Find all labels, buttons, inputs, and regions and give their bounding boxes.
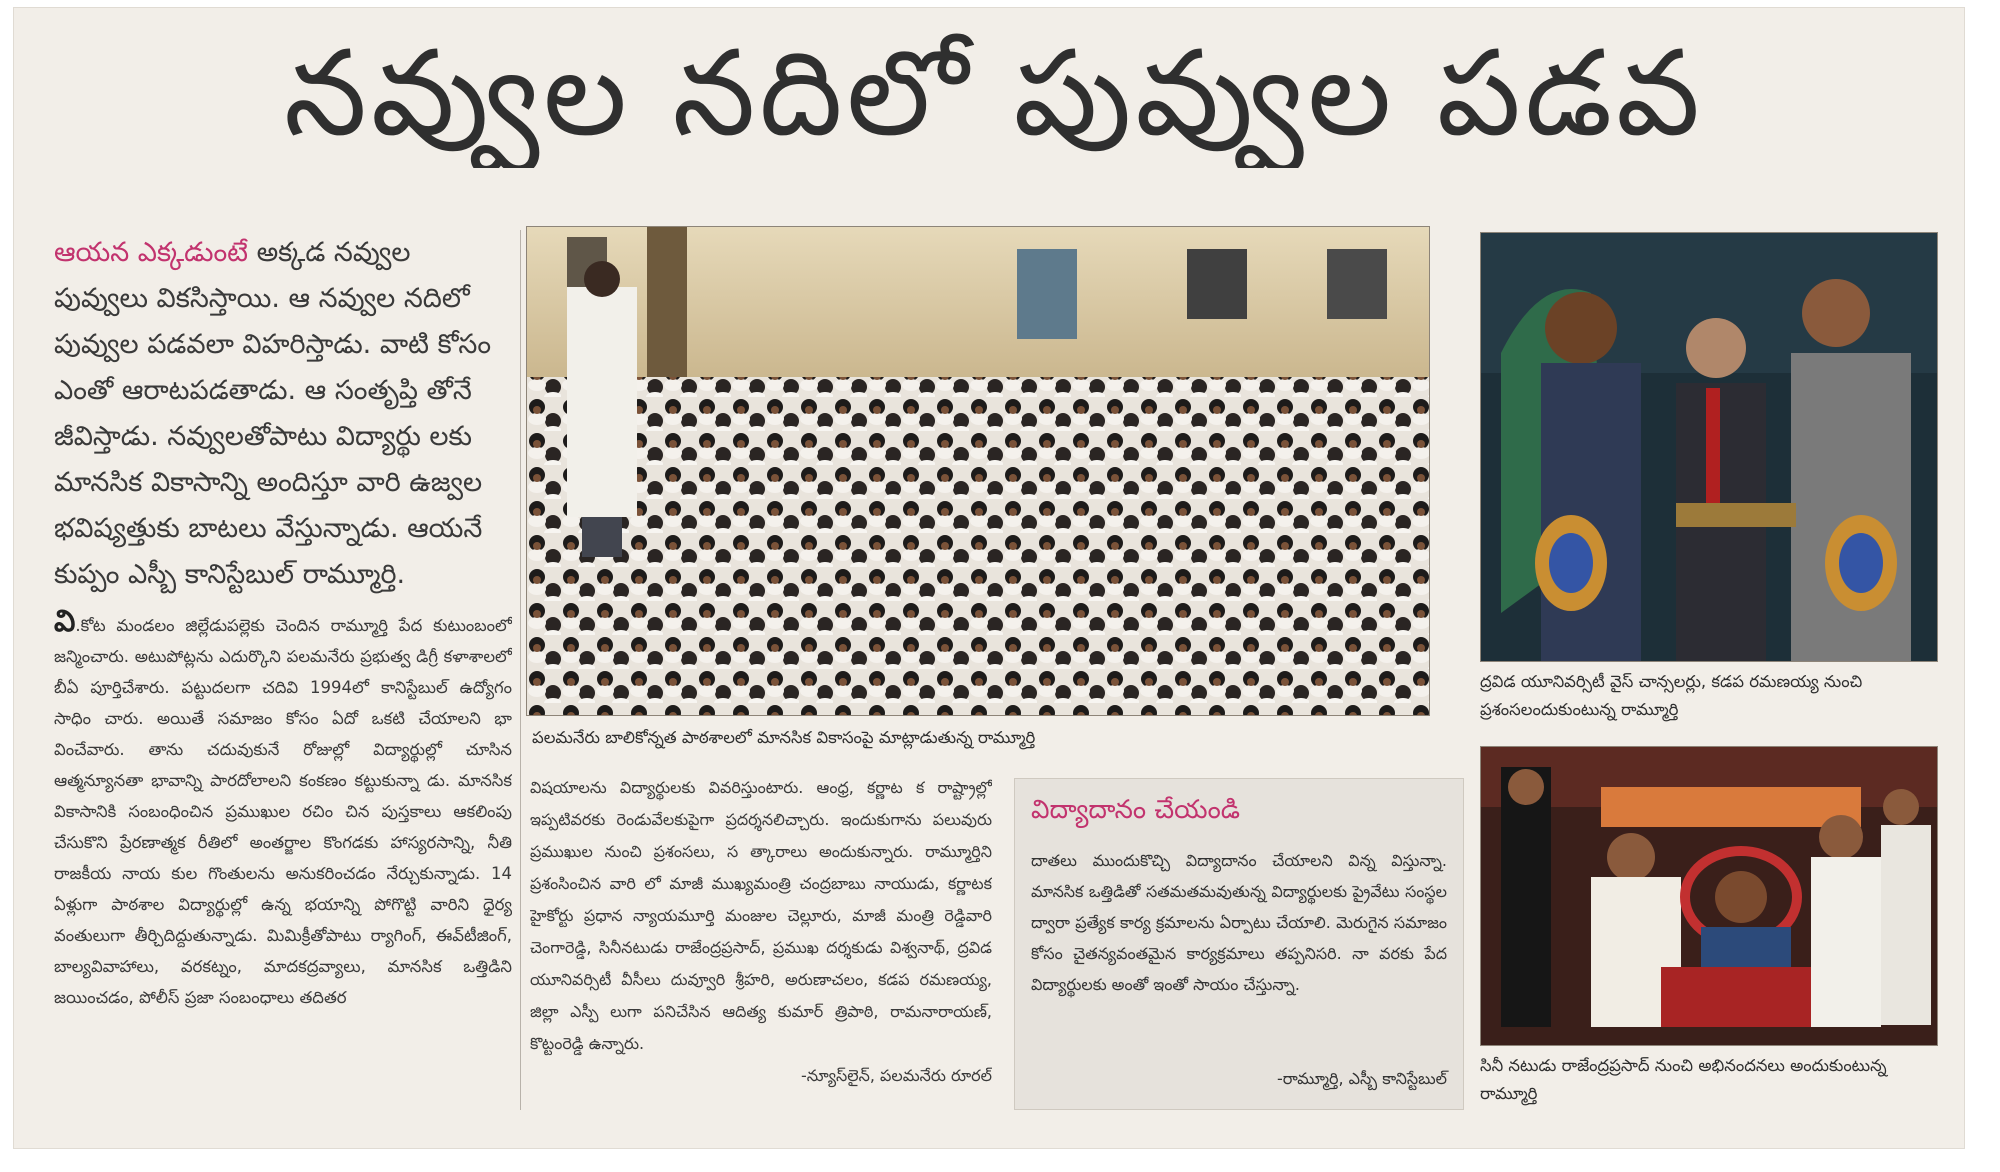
- article-column-2: [530, 772, 992, 1112]
- photo-actor-felicitation: [1480, 746, 1938, 1046]
- intro-lead: ఆయన ఎక్కడుంటే: [54, 237, 248, 268]
- photo-award-ceremony: [1480, 232, 1938, 662]
- sidebar-box-signature: -రామ్మూర్తి, ఎస్బీ కానిస్టేబుల్: [1277, 1069, 1447, 1088]
- headline: నవ్వుల నదిలో పువ్వుల పడవ: [284, 24, 1704, 162]
- sidebar-box-title: విద్యాదానం చేయండి: [1031, 795, 1240, 825]
- photo-award-image: [1481, 233, 1937, 661]
- intro-paragraph: [54, 230, 512, 598]
- body-text-1: .కోట మండలం జిల్లేడుపల్లెకు చెందిన రామ్మూర్తి పేద కుటుంబంలో జన్మించారు. అటుపోట్లను ఎదుర్కొని పలమనేరు ప్రభుత్వ డిగ్రీ కళాశాలలో బీఏ పూర్తిచేశారు. పట్టుదలగా చదివి 1994లో కానిస్టేబుల్ ఉద్యోగం సాధిం చారు. అయితే సమాజం కోసం ఏదో ఒకటి చేయాలని భా వించేవారు. తాను చదువుకునే రోజుల్లో విద్యార్థుల్లో చూసిన ఆత్మన్యూనతా భావాన్ని పారదోలాలని కంకణం కట్టుకున్నా డు. మానసిక వికాసానికి సంబంధించిన ప్రముఖుల రచిం చిన పుస్తకాలు ఆకలింపు చేసుకొని ప్రేరణాత్మక రీతిలో అంతర్జాల కొంగడకు హాస్యరసాన్ని, నీతి రాజకీయ నాయ కుల గొంతులను అనుకరించడం నేర్చుకున్నాడు. 14 ఏళ్లుగా పాఠశాల విద్యార్థుల్లో ఉన్న భయాన్ని పోగొట్టి వారిని ధైర్య వంతులుగా తీర్చిదిద్దుతున్నాడు. మిమిక్రీతోపాటు ర్యాగింగ్, ఈవ్‌టీజింగ్, బాల్యవివాహాలు, వరకట్నం, మాదకద్రవ్యాలు, మానసిక ఒత్తిడిని జయించడం, పోలీస్ ప్రజా సంబంధాలు తదితర: [54, 616, 512, 1007]
- photo-felicitation-image: [1481, 747, 1937, 1045]
- photo-crowd-image: [527, 227, 1429, 715]
- byline: -న్యూస్‌లైన్, పలమనేరు రూరల్: [801, 1066, 992, 1085]
- main-photo-caption: పలమనేరు బాలికోన్నత పాఠశాలలో మానసిక వికాసంపై మాట్లాడుతున్న రామ్మూర్తి: [532, 728, 1036, 747]
- felicitation-photo-caption: సినీ నటుడు రాజేంద్రప్రసాద్ నుంచి అభినందనలు అందుకుంటున్న రామ్మూర్తి: [1480, 1056, 1887, 1103]
- body-paragraph-1: [54, 606, 512, 1013]
- sidebar-box: [1014, 778, 1464, 1110]
- newspaper-clipping: [14, 8, 1964, 1148]
- main-photo-students: [526, 226, 1430, 716]
- body-text-2: విషయాలను విద్యార్థులకు వివరిస్తుంటారు. ఆంధ్ర, కర్ణాట క రాష్ట్రాల్లో ఇప్పటివరకు రెండువేలకుపైగా ప్రదర్శనలిచ్చారు. ఇందుకుగాను పలువురు ప్రముఖుల నుంచి ప్రశంసలు, స త్కారాలు అందుకున్నారు. రామ్మూర్తిని ప్రశంసించిన వారి లో మాజీ ముఖ్యమంత్రి చంద్రబాబు నాయుడు, కర్ణాటక హైకోర్టు ప్రధాన న్యాయమూర్తి మంజుల చెల్లూరు, మాజీ మంత్రి రెడ్డివారి చెంగారెడ్డి, సినీనటుడు రాజేంద్రప్రసాద్, ప్రముఖ దర్శకుడు విశ్వనాథ్, ద్రవిడ యూనివర్సిటీ వీసీలు దువ్వూరి శ్రీహరి, అరుణాచలం, కడప రమణయ్య, జిల్లా ఎస్పీ లుగా పనిచేసిన ఆదిత్య కుమార్ త్రిపాఠి, రామనారాయణ్, కొట్టంరెడ్డి ఉన్నారు.: [530, 778, 992, 1053]
- sidebar-box-body: దాతలు ముందుకొచ్చి విద్యాదానం చేయాలని విన్న విస్తున్నా. మానసిక ఒత్తిడితో సతమతమవుతున్న విద్యార్థులకు ప్రైవేటు సంస్థల ద్వారా ప్రత్యేక కార్య క్రమాలను ఏర్పాటు చేయాలి. మెరుగైన సమాజం కోసం చైతన్యవంతమైన కార్యక్రమాలు తప్పనిసరి. నా వరకు పేద విద్యార్థులకు అంతో ఇంతో సాయం చేస్తున్నా.: [1031, 851, 1447, 994]
- article-column-1: [54, 230, 512, 1130]
- drop-cap: వి: [54, 604, 76, 639]
- column-rule: [520, 230, 521, 1110]
- award-photo-caption: ద్రవిడ యూనివర్సిటీ వైస్ చాన్సలర్లు, కడప రమణయ్య నుంచి ప్రశంసలందుకుంటున్న రామ్మూర్తి: [1480, 672, 1863, 719]
- intro-text: అక్కడ నవ్వుల పువ్వులు వికసిస్తాయి. ఆ నవ్వుల నదిలో పువ్వుల పడవలా విహరిస్తాడు. వాటి కోసం ఎంతో ఆరాటపడతాడు. ఆ సంతృప్తి తోనే జీవిస్తాడు. నవ్వులతోపాటు విద్యార్థు లకు మానసిక వికాసాన్ని అందిస్తూ వారి ఉజ్వల భవిష్యత్తుకు బాటలు వేస్తున్నాడు. ఆయనే కుప్పం ఎస్బీ కానిస్టేబుల్ రామ్మూర్తి.: [54, 237, 492, 590]
